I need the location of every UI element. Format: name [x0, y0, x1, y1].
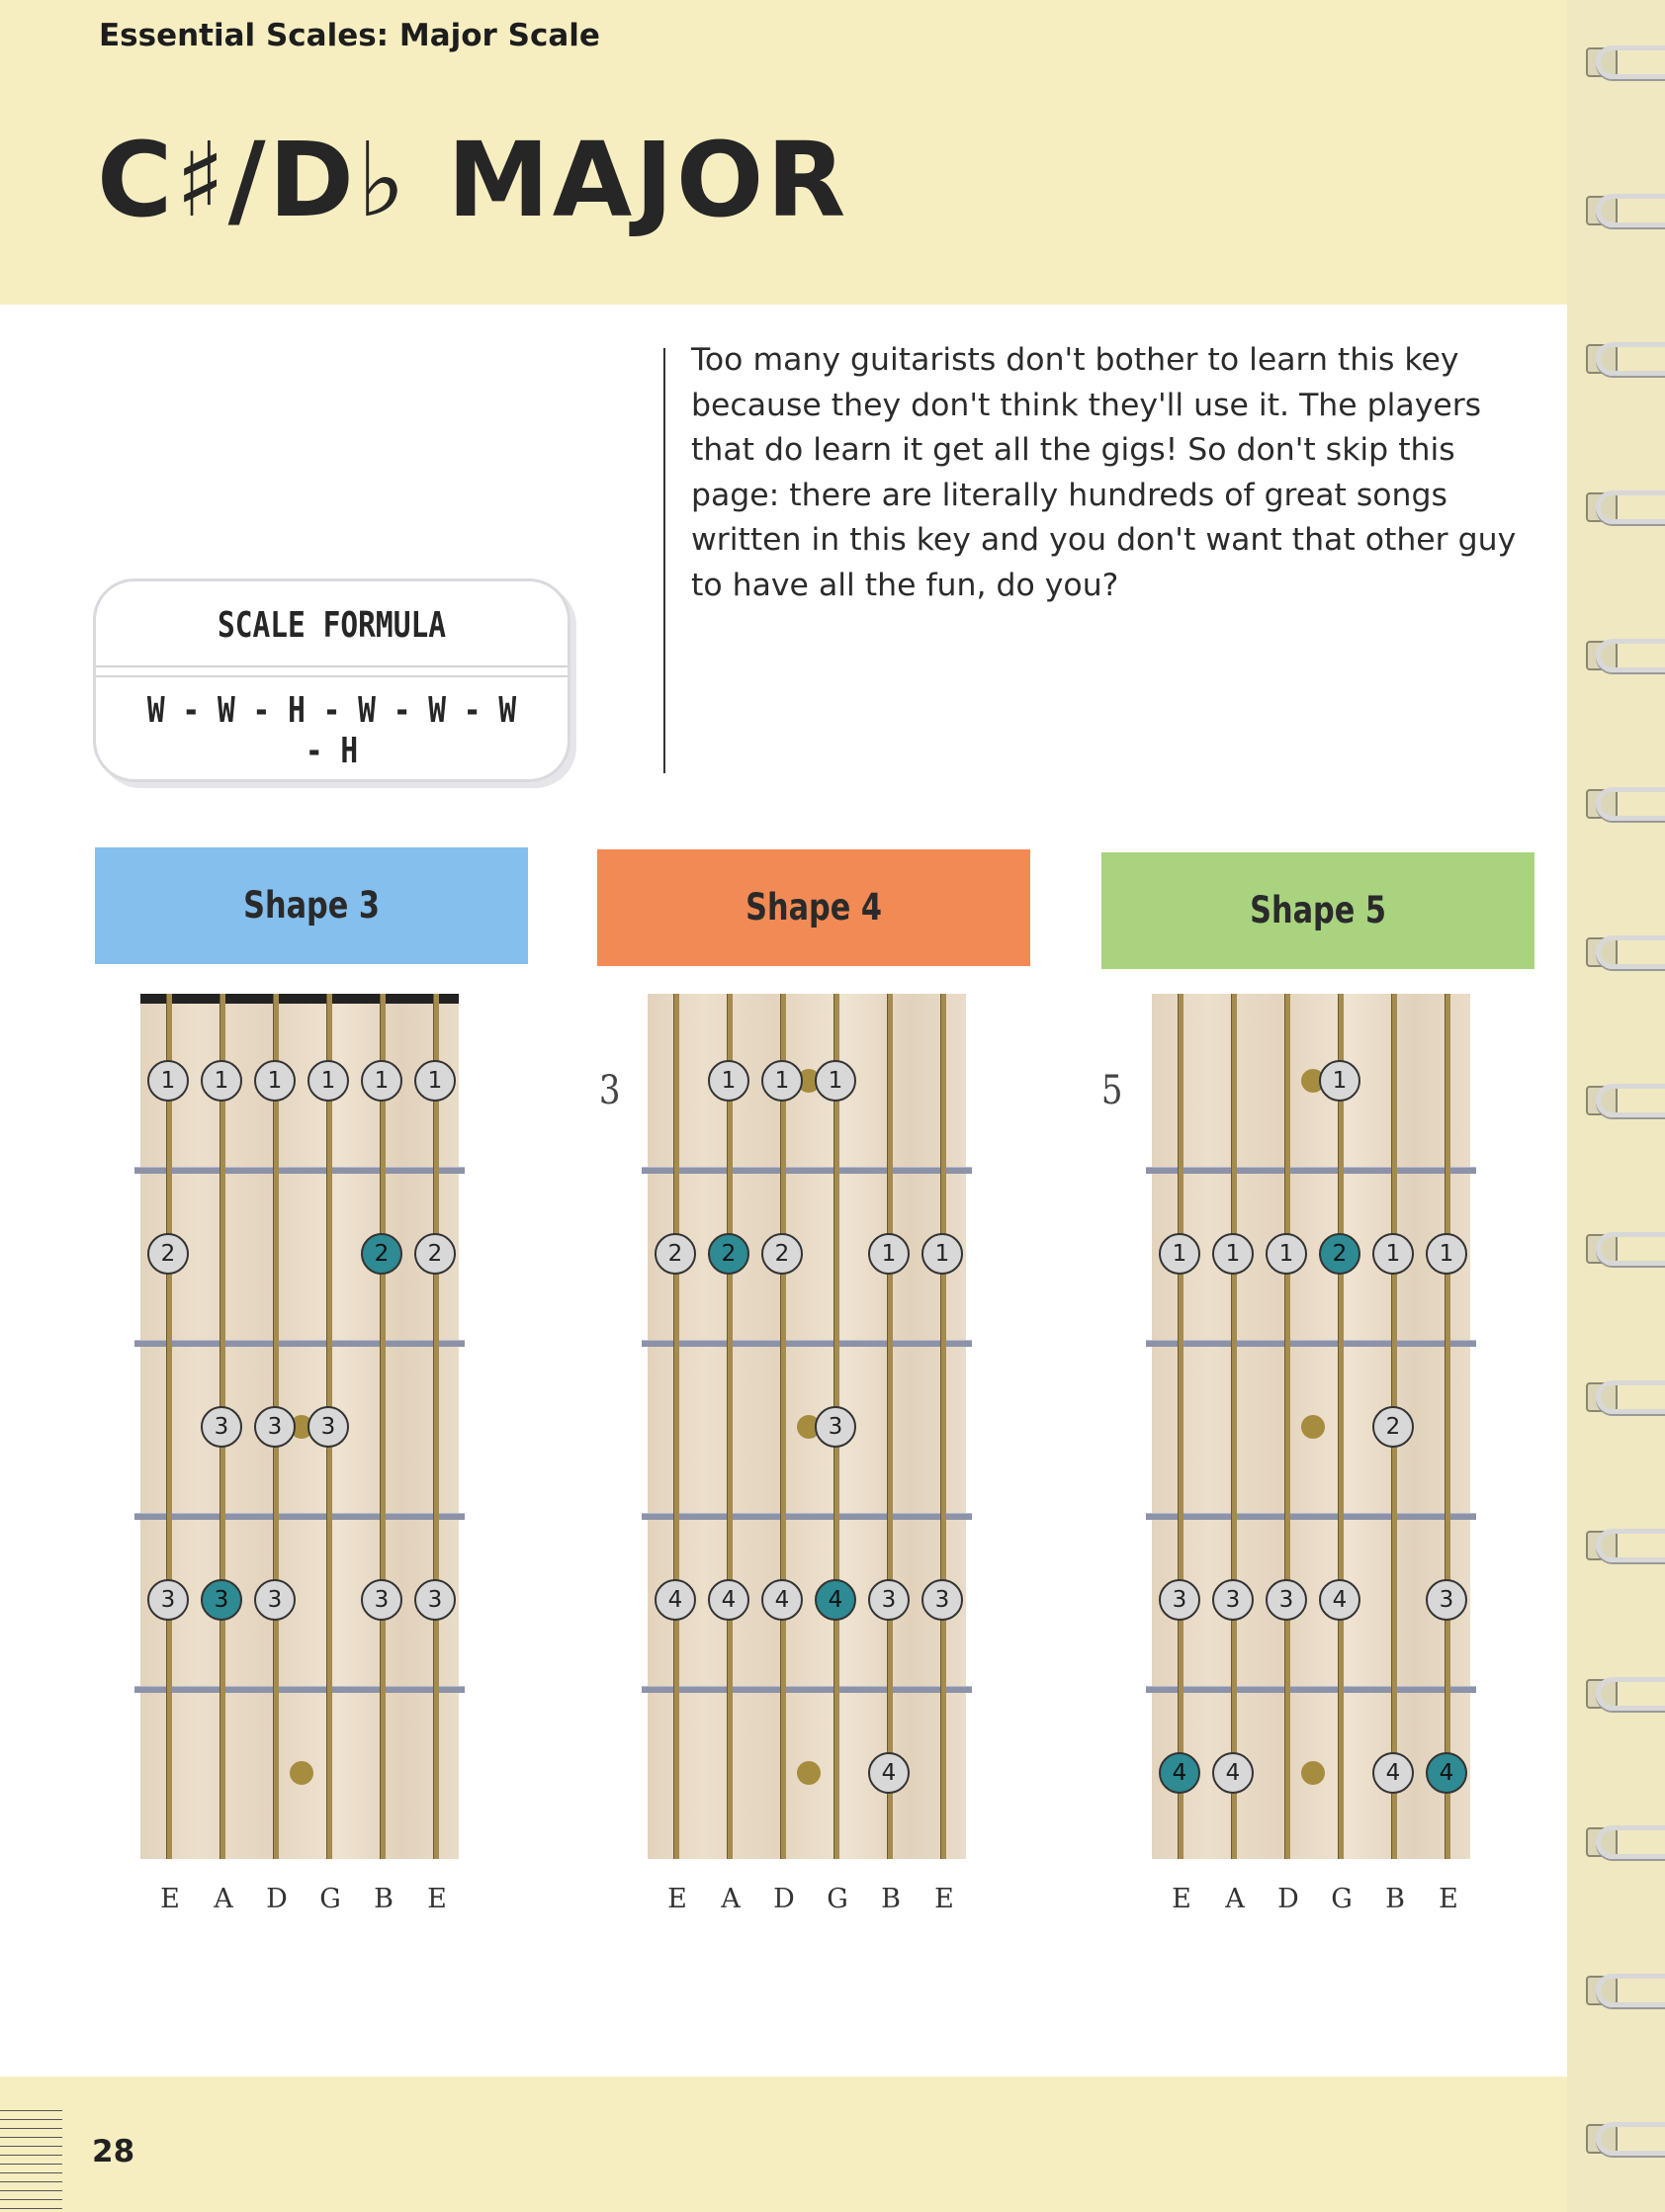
start-fret-number: 3: [598, 1068, 621, 1113]
note-marker: 4: [708, 1579, 749, 1621]
string-name-label: G: [1331, 1884, 1353, 1914]
note-marker: 1: [1159, 1233, 1200, 1275]
page-title: C♯/D♭ MAJOR: [97, 120, 849, 240]
string-name-label: A: [214, 1884, 233, 1914]
string-name-label: A: [721, 1884, 741, 1914]
binding-wire: [1596, 639, 1665, 672]
binding-coil: [1586, 1810, 1665, 1871]
fret-wire: [1146, 1167, 1476, 1174]
note-marker: 2: [1372, 1406, 1414, 1448]
footer-band: [0, 2077, 1665, 2212]
binding-wire: [1596, 1380, 1665, 1414]
fretboard: [140, 994, 459, 1859]
binding-wire: [1596, 45, 1665, 79]
fret-inlay-dot: [290, 1761, 313, 1785]
guitar-string: [887, 994, 893, 1859]
note-marker: 3: [201, 1406, 242, 1448]
guitar-string: [166, 994, 172, 1859]
binding-wire: [1596, 1084, 1665, 1117]
binding-coil: [1586, 1958, 1665, 2019]
note-marker: 3: [868, 1579, 910, 1621]
shape-header-label: Shape 5: [1250, 889, 1386, 931]
note-marker: 3: [815, 1406, 856, 1448]
footer-rule-lines: [0, 2110, 62, 2212]
binding-coil: [1586, 920, 1665, 981]
binding-coil: [1586, 475, 1665, 536]
guitar-string: [1445, 994, 1450, 1859]
note-marker: 3: [1159, 1579, 1200, 1621]
shape-header-4: [597, 849, 1030, 966]
fret-wire: [134, 1513, 465, 1520]
start-fret-number: 5: [1100, 1068, 1123, 1113]
binding-wire: [1596, 194, 1665, 227]
binding-coil: [1586, 2106, 1665, 2168]
fret-wire: [642, 1686, 972, 1693]
string-name-label: E: [1172, 1884, 1191, 1914]
scale-formula-divider: [96, 665, 568, 677]
binding-wire: [1596, 1825, 1665, 1859]
string-name-label: G: [827, 1884, 848, 1914]
guitar-string: [1284, 994, 1290, 1859]
shape-header-5: [1101, 852, 1534, 969]
string-name-label: G: [319, 1884, 341, 1914]
binding-wire: [1596, 342, 1665, 376]
binding-wire: [1596, 935, 1665, 969]
note-marker: 3: [1426, 1579, 1467, 1621]
binding-wire: [1596, 1529, 1665, 1562]
root-note-marker: 2: [361, 1233, 402, 1275]
string-name-label: E: [1439, 1884, 1458, 1914]
intro-paragraph: Too many guitarists don't bother to learn this key because they don't think they'll use it. The players that do learn it get all the gigs! So don't skip this page: there are literally hundreds of great songs written in this key and you don't want that other guy to have all the fun, do you?: [691, 342, 1517, 603]
note-marker: 2: [147, 1233, 189, 1275]
nut: [140, 994, 459, 1004]
guitar-string: [1178, 994, 1183, 1859]
binding-wire: [1596, 490, 1665, 524]
root-note-marker: 2: [1319, 1233, 1360, 1275]
note-marker: 3: [921, 1579, 963, 1621]
note-marker: 1: [815, 1060, 856, 1102]
fretboard: [1152, 994, 1470, 1859]
fret-wire: [134, 1686, 465, 1693]
note-marker: 2: [414, 1233, 456, 1275]
string-name-label: E: [427, 1884, 447, 1914]
note-marker: 3: [254, 1406, 296, 1448]
note-marker: 3: [147, 1579, 189, 1621]
binding-coil: [1586, 1216, 1665, 1278]
note-marker: 4: [655, 1579, 696, 1621]
fretboard: [648, 994, 966, 1859]
string-name-label: B: [881, 1884, 901, 1914]
binding-coil: [1586, 1661, 1665, 1723]
guitar-string: [780, 994, 786, 1859]
string-name-label: D: [1277, 1884, 1299, 1914]
scale-formula-box: [93, 578, 570, 782]
string-name-label: B: [1385, 1884, 1405, 1914]
note-marker: 3: [254, 1579, 296, 1621]
string-name-label: E: [160, 1884, 180, 1914]
binding-coil: [1586, 1365, 1665, 1426]
binding-coil: [1586, 1068, 1665, 1129]
binding-wire: [1596, 787, 1665, 821]
fret-wire: [642, 1340, 972, 1347]
note-marker: 4: [761, 1579, 803, 1621]
note-marker: 1: [1372, 1233, 1414, 1275]
shape-header-3: [95, 847, 528, 964]
fret-inlay-dot: [1301, 1761, 1325, 1785]
binding-wire: [1596, 1232, 1665, 1266]
spiral-binding: [1567, 0, 1665, 2212]
running-head: Essential Scales: Major Scale: [99, 18, 600, 53]
binding-wire: [1596, 2122, 1665, 2156]
binding-coil: [1586, 1513, 1665, 1574]
scale-formula-title: SCALE FORMULA: [217, 605, 447, 646]
fret-wire: [1146, 1513, 1476, 1520]
binding-coil: [1586, 623, 1665, 684]
note-marker: 1: [201, 1060, 242, 1102]
string-name-label: E: [667, 1884, 687, 1914]
note-marker: 1: [1426, 1233, 1467, 1275]
intro-divider: [663, 348, 665, 773]
fret-wire: [642, 1513, 972, 1520]
note-marker: 4: [1212, 1752, 1254, 1794]
binding-coil: [1586, 326, 1665, 388]
shape-header-label: Shape 3: [243, 884, 380, 927]
binding-wire: [1596, 1974, 1665, 2007]
note-marker: 4: [1372, 1752, 1414, 1794]
note-marker: 1: [414, 1060, 456, 1102]
page-number: 28: [92, 2134, 135, 2169]
fret-inlay-dot: [797, 1761, 821, 1785]
guitar-string: [380, 994, 386, 1859]
note-marker: 3: [1212, 1579, 1254, 1621]
shape-header-label: Shape 4: [745, 886, 882, 929]
guitar-string: [1338, 994, 1344, 1859]
guitar-string: [1231, 994, 1237, 1859]
note-marker: 1: [147, 1060, 189, 1102]
string-name-label: D: [773, 1884, 795, 1914]
guitar-string: [727, 994, 733, 1859]
note-marker: 4: [868, 1752, 910, 1794]
string-name-label: E: [934, 1884, 954, 1914]
note-marker: 2: [655, 1233, 696, 1275]
note-marker: 1: [1212, 1233, 1254, 1275]
guitar-string: [940, 994, 946, 1859]
fret-wire: [1146, 1686, 1476, 1693]
root-note-marker: 4: [1159, 1752, 1200, 1794]
binding-coil: [1586, 771, 1665, 833]
root-note-marker: 4: [815, 1579, 856, 1621]
note-marker: 1: [254, 1060, 296, 1102]
scale-formula-pattern: W - W - H - W - W - W - H: [146, 690, 517, 771]
note-marker: 3: [361, 1579, 402, 1621]
note-marker: 3: [307, 1406, 349, 1448]
note-marker: 1: [921, 1233, 963, 1275]
note-marker: 3: [1266, 1579, 1307, 1621]
string-name-label: D: [266, 1884, 288, 1914]
note-marker: 4: [1319, 1579, 1360, 1621]
fret-wire: [1146, 1340, 1476, 1347]
guitar-string: [673, 994, 679, 1859]
root-note-marker: 4: [1426, 1752, 1467, 1794]
binding-wire: [1596, 1677, 1665, 1711]
fret-wire: [134, 1340, 465, 1347]
root-note-marker: 3: [201, 1579, 242, 1621]
note-marker: 2: [761, 1233, 803, 1275]
string-name-label: B: [374, 1884, 394, 1914]
fret-wire: [134, 1167, 465, 1174]
note-marker: 1: [361, 1060, 402, 1102]
note-marker: 1: [868, 1233, 910, 1275]
fret-inlay-dot: [1301, 1415, 1325, 1439]
string-name-label: A: [1225, 1884, 1245, 1914]
binding-coil: [1586, 178, 1665, 239]
binding-coil: [1586, 30, 1665, 91]
note-marker: 1: [1266, 1233, 1307, 1275]
note-marker: 1: [708, 1060, 749, 1102]
note-marker: 1: [307, 1060, 349, 1102]
guitar-string: [433, 994, 439, 1859]
note-marker: 1: [1319, 1060, 1360, 1102]
fret-wire: [642, 1167, 972, 1174]
root-note-marker: 2: [708, 1233, 749, 1275]
note-marker: 3: [414, 1579, 456, 1621]
note-marker: 1: [761, 1060, 803, 1102]
